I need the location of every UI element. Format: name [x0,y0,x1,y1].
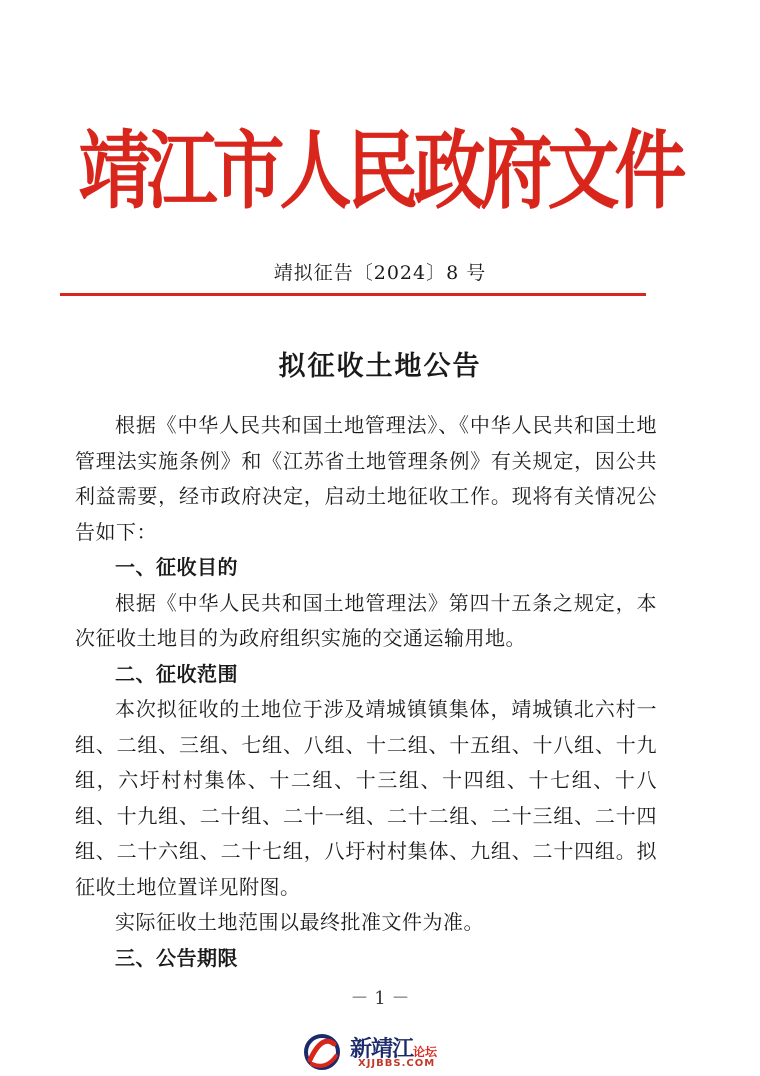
forum-logo-icon [300,1030,344,1074]
forum-name-text: 新靖江 [350,1037,414,1062]
section-paragraph-scope-note: 实际征收土地范围以最终批准文件为准。 [115,910,484,934]
forum-tag: 论坛 [413,1045,438,1059]
section-paragraph-scope: 本次拟征收的土地位于涉及靖城镇镇集体，靖城镇北六村一组、二组、三组、七组、八组、十二组、十五组、十八组、十九组，六圩村村集体、十二组、十三组、十四组、十七组、十八组、十九组、二十组、二十一组、二十二组、二十三组、二十四组、二十六组、二十七组，八圩村村集体、九组、二十四组。拟征收土地位置详见附图。 [75,697,657,899]
forum-domain: XJJBBS.COM [358,1058,436,1069]
red-divider-line [60,293,646,296]
document-number: 靖拟征告〔2024〕8 号 [273,262,487,284]
forum-watermark [300,1030,470,1074]
intro-paragraph: 根据《中华人民共和国土地管理法》、《中华人民共和国土地管理法实施条例》和《江苏省土地管理条例》有关规定，因公共利益需要，经市政府决定，启动土地征收工作。现将有关情况公告如下： [75,413,657,544]
section-heading-purpose: 一、征收目的 [115,555,238,579]
document-header-title: 靖江市人民政府文件 [78,120,682,221]
notice-title: 拟征收土地公告 [278,351,482,382]
section-paragraph-purpose: 根据《中华人民共和国土地管理法》第四十五条之规定，本次征收土地目的为政府组织实施的交通运输用地。 [75,590,657,650]
page-number: － 1 － [350,988,410,1009]
section-heading-period: 三、公告期限 [115,945,238,970]
document-body [75,408,657,976]
section-heading-scope: 二、征收范围 [115,661,238,686]
